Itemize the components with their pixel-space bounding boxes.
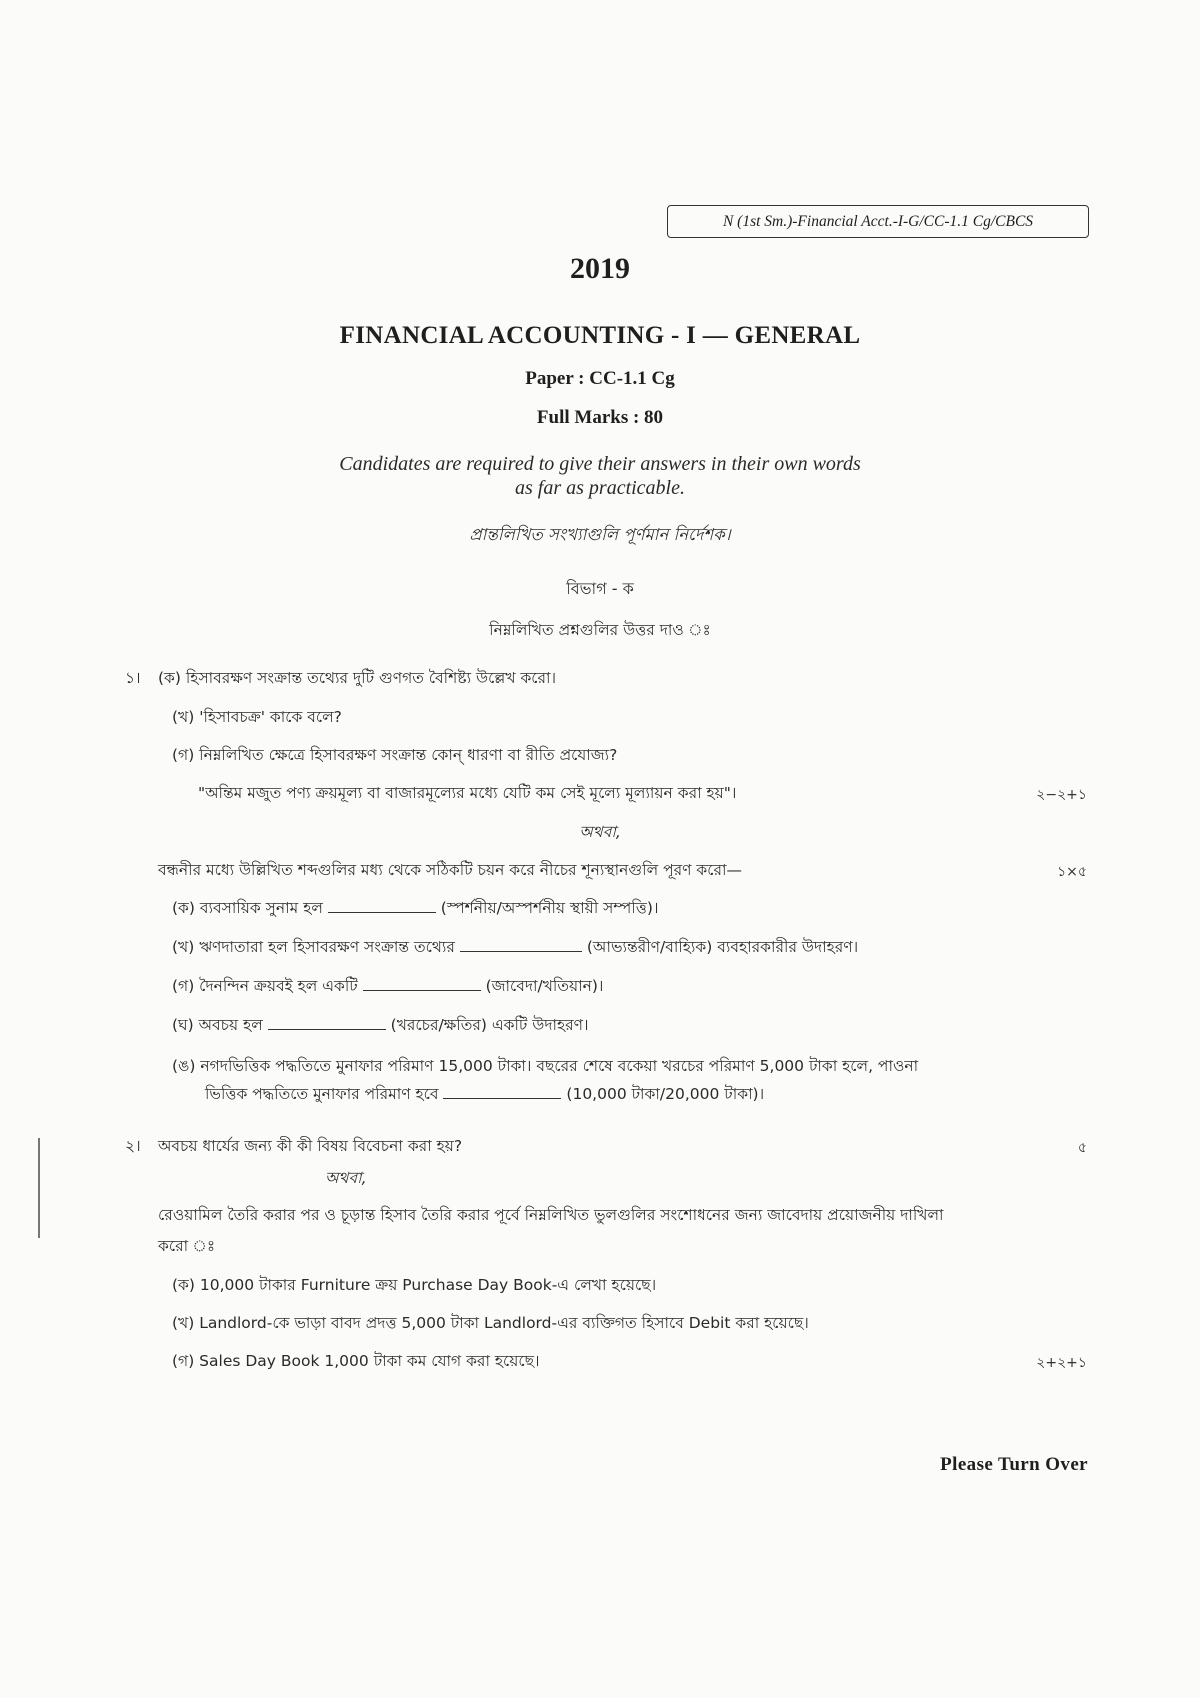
q2-alt-c: (গ) Sales Day Book 1,000 টাকা কম যোগ করা হয়েছে। <box>172 1352 540 1370</box>
fill-blank <box>268 1017 386 1030</box>
q2-or: অথবা, <box>325 1169 367 1187</box>
exam-year: 2019 <box>570 252 630 285</box>
q2-alt-marks: ২+২+১ <box>1036 1355 1087 1371</box>
q1-alt-intro: বন্ধনীর মধ্যে উল্লিখিত শব্দগুলির মধ্য থেকে সঠিকটি চয়ন করে নীচের শূন্যস্থানগুলি পূরণ করো— <box>158 861 743 879</box>
q2-text: অবচয় ধার্যের জন্য কী কী বিষয় বিবেচনা করা হয়? <box>158 1137 463 1155</box>
paper-code: Paper : CC-1.1 Cg <box>525 368 675 389</box>
q1-alt-e-line1: (ঙ) নগদভিত্তিক পদ্ধতিতে মুনাফার পরিমাণ 15,000 টাকা। বছরের শেষে বকেয়া খরচের পরিমাণ 5,000 টাকা হলে, পাওনা <box>172 1057 919 1075</box>
q2-alt-a: (ক) 10,000 টাকার Furniture ক্রয় Purchase Day Book-এ লেখা হয়েছে। <box>172 1276 657 1294</box>
q1-alt-marks: ১×৫ <box>1057 864 1087 880</box>
q1-a: (ক) হিসাবরক্ষণ সংক্রান্ত তথ্যের দুটি গুণগত বৈশিষ্ট্য উল্লেখ করো। <box>158 669 557 687</box>
fill-blank <box>460 939 582 952</box>
please-turn-over: Please Turn Over <box>940 1454 1088 1475</box>
q2-alt-line1: রেওয়ামিল তৈরি করার পর ও চূড়ান্ত হিসাব তৈরি করার পূর্বে নিম্নলিখিত ভুলগুলির সংশোধনের জন্য জাবেদায় প্রয়োজনীয় দাখিলা <box>158 1206 944 1224</box>
exam-title: FINANCIAL ACCOUNTING - I — GENERAL <box>339 322 861 349</box>
q1-c-marks: ২−২+১ <box>1036 787 1087 803</box>
q2-alt-b: (খ) Landlord-কে ভাড়া বাবদ প্রদত্ত 5,000 টাকা Landlord-এর ব্যক্তিগত হিসাবে Debit করা হয়েছে। <box>172 1314 809 1332</box>
marks-note: প্রান্তলিখিত সংখ্যাগুলি পূর্ণমান নির্দেশক। <box>469 525 731 544</box>
full-marks: Full Marks : 80 <box>536 407 664 428</box>
q2-marks: ৫ <box>1077 1140 1087 1156</box>
fill-blank <box>363 978 481 991</box>
q1-c-quote: "অন্তিম মজুত পণ্য ক্রয়মূল্য বা বাজারমূল্যের মধ্যে যেটি কম সেই মূল্যে মূল্যায়ন করা হয়"। <box>198 784 737 802</box>
q1-alt-c: (গ) দৈনন্দিন ক্রয়বই হল একটি (জাবেদা/খতিয়ান)। <box>172 977 604 995</box>
q1-number: ১। <box>125 669 141 687</box>
q1-or: অথবা, <box>579 823 621 841</box>
instruction-line-1: Candidates are required to give their answers in their own words <box>339 453 861 475</box>
q1-alt-b: (খ) ঋণদাতারা হল হিসাবরক্ষণ সংক্রান্ত তথ্যের (আভ্যন্তরীণ/বাহ্যিক) ব্যবহারকারীর উদাহরণ। <box>172 938 859 956</box>
scan-edge-mark <box>38 1138 40 1238</box>
section-directive: নিম্নলিখিত প্রশ্নগুলির উত্তর দাও ঃ <box>489 621 711 639</box>
fill-blank <box>443 1086 561 1099</box>
q1-c: (গ) নিম্নলিখিত ক্ষেত্রে হিসাবরক্ষণ সংক্রান্ত কোন্ ধারণা বা রীতি প্রযোজ্য? <box>172 746 618 764</box>
section-label: বিভাগ - ক <box>566 579 634 598</box>
q2-number: ২। <box>125 1137 141 1155</box>
instruction-line-2: as far as practicable. <box>515 477 685 499</box>
q1-alt-e-line2: ভিত্তিক পদ্ধতিতে মুনাফার পরিমাণ হবে (10,000 টাকা/20,000 টাকা)। <box>205 1085 765 1103</box>
q2-alt-line2: করো ঃ <box>158 1237 216 1255</box>
q1-alt-a: (ক) ব্যবসায়িক সুনাম হল (স্পর্শনীয়/অস্পর্শনীয় স্থায়ী সম্পত্তি)। <box>172 899 659 917</box>
q1-b: (খ) 'হিসাবচক্র' কাকে বলে? <box>172 708 342 726</box>
fill-blank <box>328 900 436 913</box>
paper-code-box: N (1st Sm.)-Financial Acct.-I-G/CC-1.1 Cg/CBCS <box>667 205 1089 238</box>
q1-alt-d: (ঘ) অবচয় হল (খরচের/ক্ষতির) একটি উদাহরণ। <box>172 1016 589 1034</box>
